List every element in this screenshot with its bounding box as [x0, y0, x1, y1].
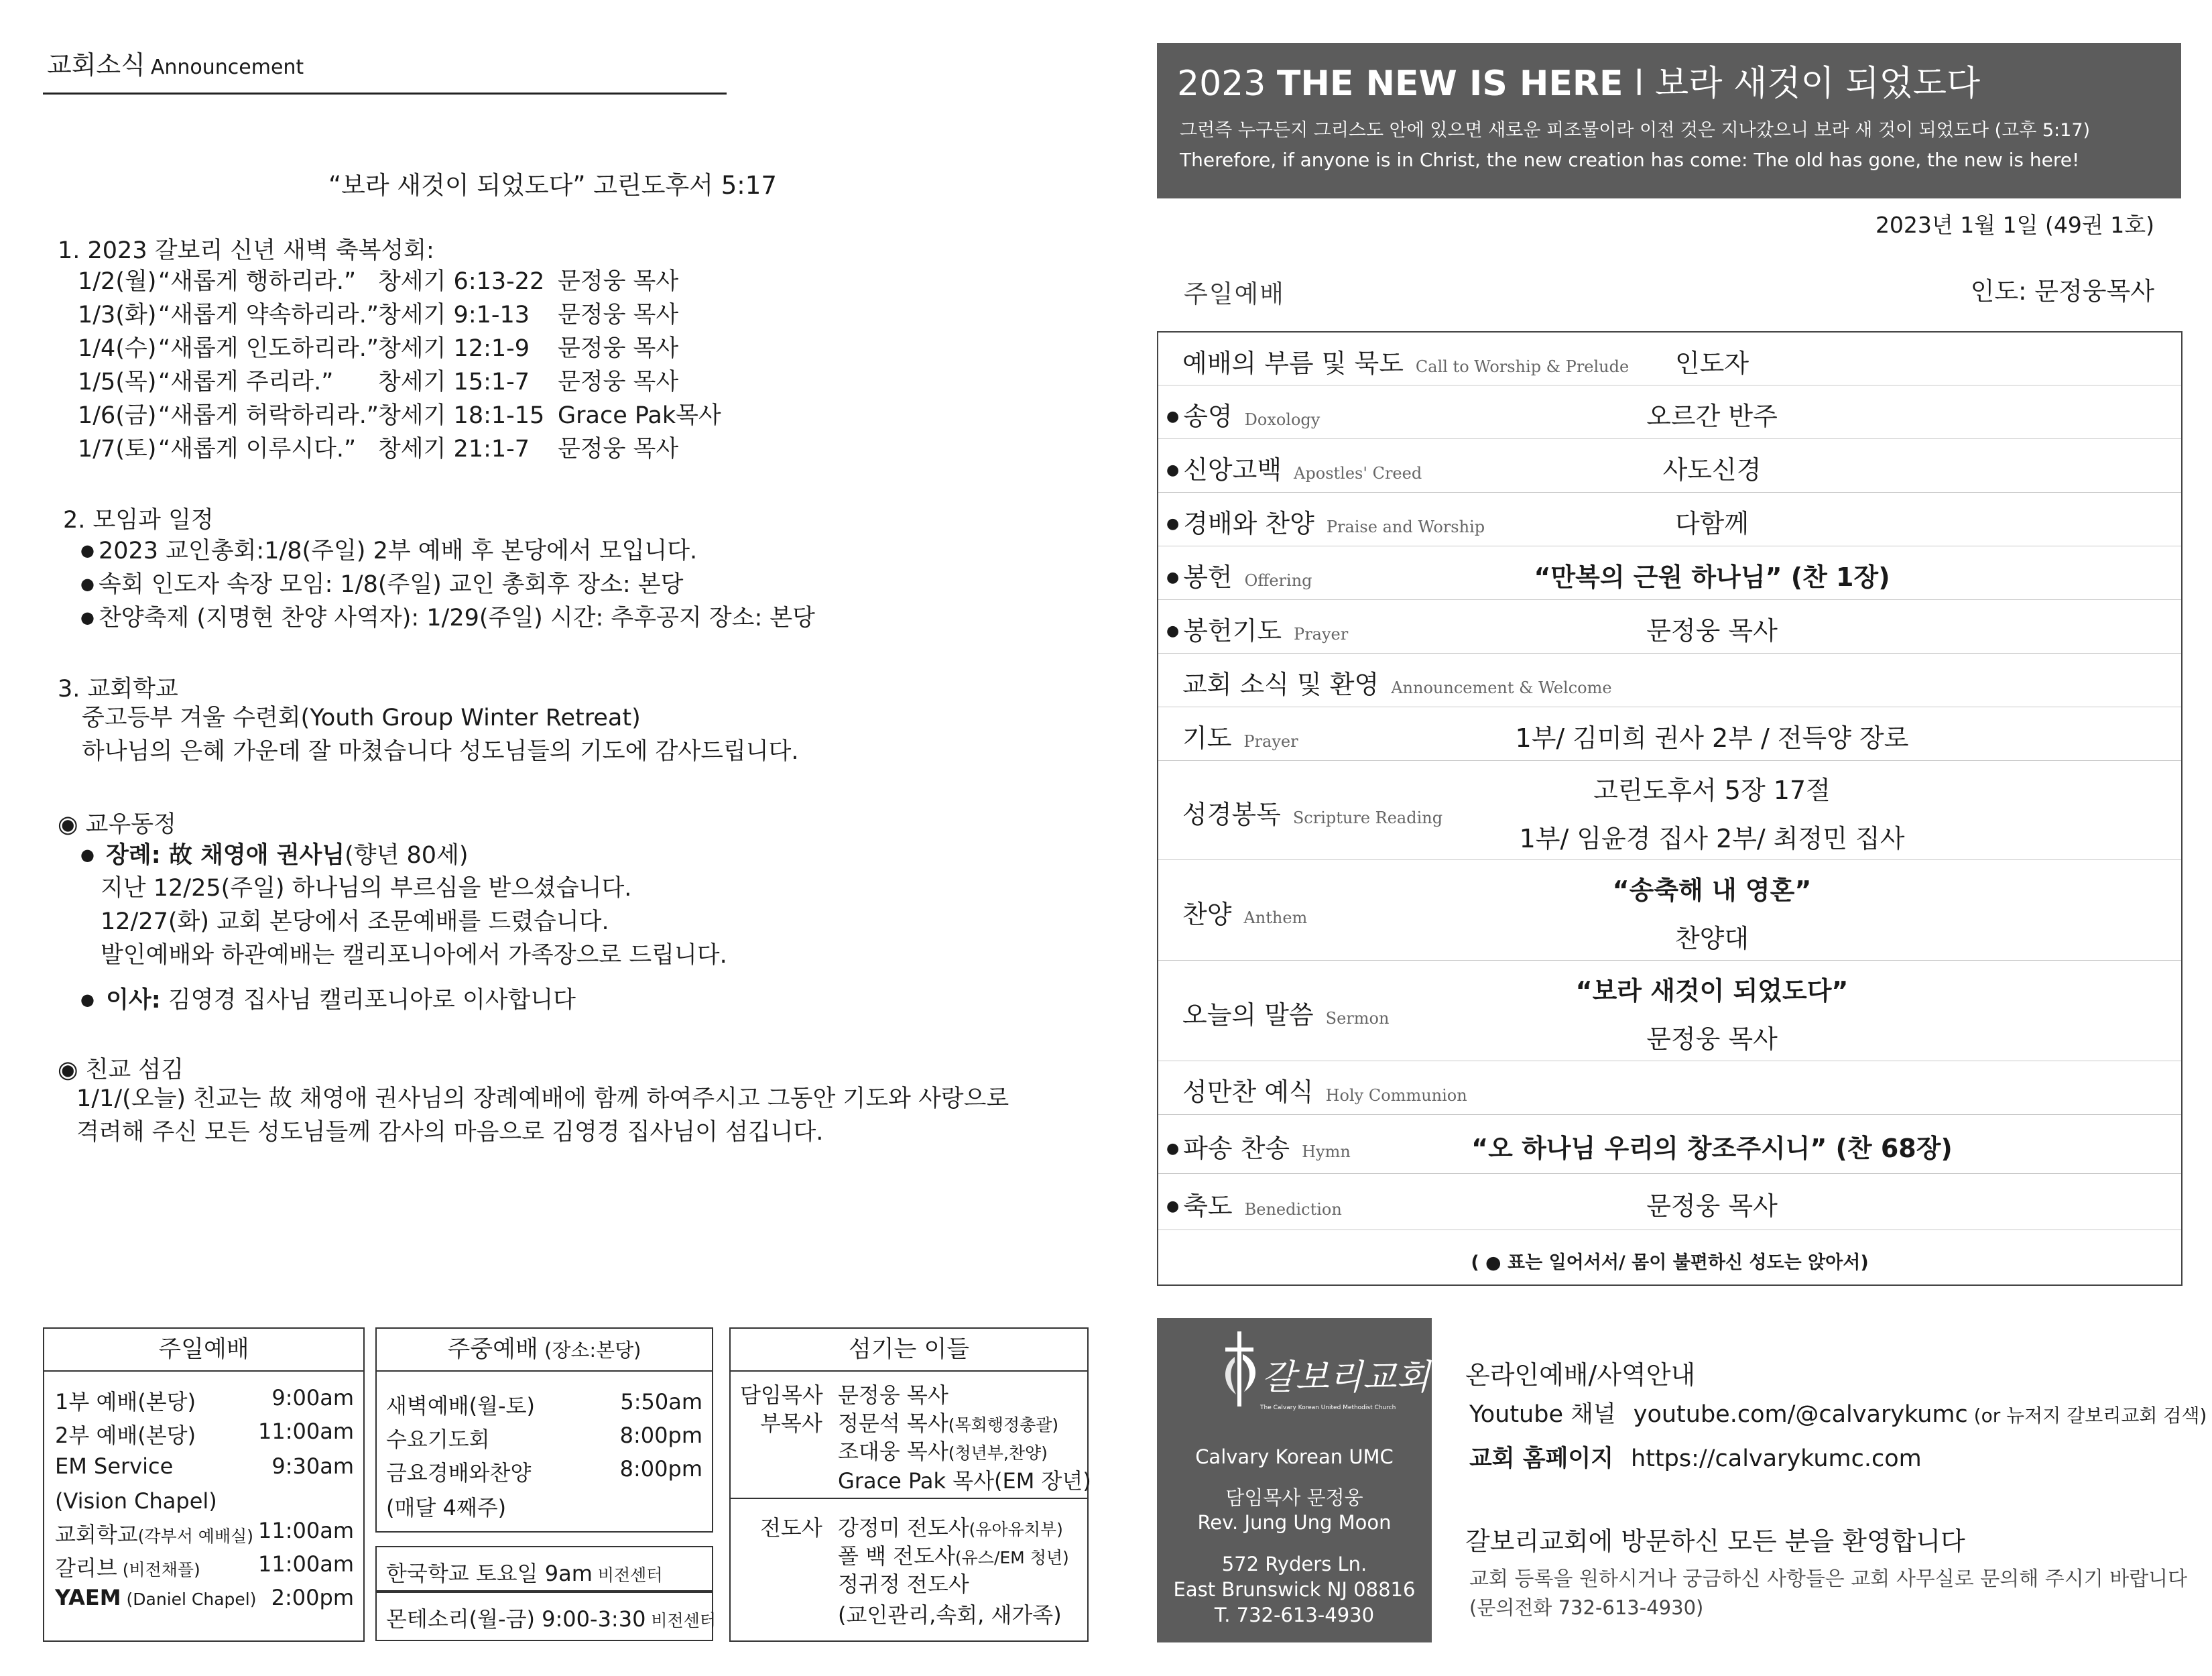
- order-row: [1158, 492, 2181, 546]
- sunday-row-time: 11:00am: [258, 1419, 354, 1444]
- meeting-item: ● 찬양축제 (지명현 찬양 사역자): 1/29(주일) 시간: 추후공지 장소: 본당: [80, 601, 815, 635]
- banner-title: [1177, 55, 1980, 105]
- funeral-line: 지난 12/25(주일) 하나님의 부르심을 받으셨습니다.: [101, 875, 632, 902]
- welcome-title: 갈보리교회에 방문하신 모든 분을 환영합니다: [1465, 1527, 1965, 1556]
- dawn-sermon-title: “새롭게 주리라.”: [158, 369, 334, 396]
- meeting-item: ● 2023 교인총회:1/8(주일) 2부 예배 후 본당에서 모입니다.: [80, 534, 697, 568]
- order-item-en: Holy Communion: [1325, 1086, 1467, 1105]
- sunday-row-note: (Daniel Chapel): [121, 1590, 257, 1609]
- order-item-name: [1182, 894, 1307, 931]
- order-item-name: [1182, 1071, 1467, 1108]
- church-school-title: 3. 교회학교: [58, 676, 178, 703]
- service-leader: 인도: 문정웅목사: [1970, 277, 2154, 306]
- server-name: [838, 1511, 1063, 1542]
- order-item-leader: “송축해 내 영혼”: [1612, 876, 1812, 905]
- welcome-body: 교회 등록을 원하시거나 궁금하신 사항들은 교회 사무실로 문의해 주시기 바랍니다: [1469, 1567, 2188, 1591]
- order-item-leader: “보라 새것이 되었도다”: [1575, 976, 1849, 1006]
- server-main: 강정미 전도사: [838, 1515, 969, 1541]
- dawn-date: 1/7(토): [78, 436, 157, 463]
- dawn-sermon-title: “새롭게 이루시다.”: [158, 436, 357, 463]
- server-name: 문정웅 목사: [838, 1382, 948, 1408]
- dawn-date: 1/2(월): [78, 268, 157, 295]
- church-phone: T. 732-613-4930: [1214, 1604, 1375, 1626]
- order-row: [1158, 960, 2181, 1061]
- server-name: [838, 1464, 1091, 1495]
- banner-theme-ko: 보라 새것이 되었도다: [1655, 64, 1981, 104]
- order-row: [1158, 859, 2181, 961]
- youtube-label: Youtube 채널: [1469, 1401, 1616, 1428]
- server-name: 정귀정 전도사: [838, 1571, 969, 1597]
- montessori-place: 비전센터: [646, 1611, 716, 1630]
- server-main: 정문석 목사: [838, 1411, 948, 1436]
- order-item-ko: 오늘의 말씀: [1182, 1000, 1314, 1030]
- server-name: [838, 1406, 1058, 1437]
- servers-divider: [731, 1498, 1087, 1499]
- order-item-en: Doxology: [1244, 410, 1320, 429]
- sunday-row-time: 9:00am: [271, 1385, 354, 1411]
- funeral-item: [80, 838, 469, 872]
- funeral-line: 발인예배와 하관예배는 캘리포니아에서 가족장으로 드립니다.: [101, 942, 727, 969]
- order-row: [1158, 1061, 2181, 1115]
- role-label: 부목사: [760, 1411, 822, 1436]
- weekday-title-main: 주중예배: [447, 1336, 538, 1363]
- sunday-row-name: 2부 예배(본당): [55, 1423, 196, 1448]
- order-item-leader: 고린도후서 5장 17절: [1593, 776, 1831, 805]
- order-item-ko: 봉헌: [1183, 562, 1233, 592]
- servers-box: [729, 1327, 1089, 1642]
- sunday-row-main: 갈리브: [55, 1555, 117, 1581]
- theme-verse: “보라 새것이 되었도다” 고린도후서 5:17: [328, 171, 777, 200]
- order-row: [1158, 546, 2181, 600]
- dawn-date: 1/6(금): [78, 402, 157, 429]
- weekday-worship-box: [375, 1327, 713, 1533]
- standing-bullet-icon: ●: [1166, 516, 1180, 532]
- funeral-line: 12/27(화) 교회 본당에서 조문예배를 드렸습니다.: [101, 908, 609, 935]
- order-item-ko: 예배의 부름 및 묵도: [1182, 349, 1404, 378]
- order-item-ko: 찬양: [1182, 900, 1232, 929]
- order-row: [1158, 760, 2181, 860]
- weekday-worship-title: [377, 1329, 712, 1372]
- order-item-ko: 신앙고백: [1183, 455, 1282, 485]
- order-item-en: Offering: [1244, 571, 1312, 590]
- order-item-name: [1166, 1185, 1342, 1222]
- fellowship-line: 격려해 주신 모든 성도님들께 감사의 마음으로 김영경 집사님이 섬깁니다.: [76, 1119, 824, 1146]
- contact-phone: (문의전화 732-613-4930): [1469, 1596, 1704, 1619]
- standing-bullet-icon: ●: [1166, 408, 1180, 425]
- order-item-leader: 오르간 반주: [1646, 402, 1778, 431]
- dawn-preacher: 문정웅 목사: [558, 436, 679, 463]
- weekday-row-time: 5:50am: [620, 1389, 702, 1415]
- order-row: [1158, 1114, 2181, 1174]
- sunday-row-time: 9:30am: [271, 1453, 354, 1479]
- montessori-box: [375, 1590, 716, 1641]
- order-item-name: [1166, 610, 1348, 647]
- order-item-en: Benediction: [1244, 1200, 1342, 1219]
- order-item-leader: 찬양대: [1674, 924, 1749, 953]
- server-main: 폴 백 전도사: [838, 1543, 955, 1569]
- order-item-en: Call to Worship & Prelude: [1415, 357, 1630, 376]
- order-item-en: Prayer: [1243, 732, 1298, 751]
- order-item-leader: 문정웅 목사: [1646, 1024, 1778, 1054]
- banner-theme-en: THE NEW IS HERE: [1276, 64, 1623, 104]
- sunday-row-main: 교회학교: [55, 1522, 138, 1547]
- order-item-ko: 교회 소식 및 환영: [1182, 670, 1379, 699]
- dawn-preacher: 문정웅 목사: [558, 335, 679, 362]
- moving-text: 김영경 집사님 캘리포니아로 이사합니다: [160, 987, 576, 1014]
- order-item-en: Prayer: [1294, 625, 1349, 644]
- dawn-sermon-title: “새롭게 허락하리라.”: [158, 402, 379, 429]
- sunday-row-note: (각부서 예배실): [137, 1527, 254, 1546]
- standing-bullet-icon: ●: [1166, 1198, 1180, 1215]
- server-name: [838, 1539, 1069, 1570]
- dawn-date: 1/5(목): [78, 369, 157, 396]
- server-name: [838, 1435, 1048, 1465]
- sunday-row-name: [55, 1518, 253, 1549]
- announcement-title-en: Announcement: [150, 56, 304, 79]
- standing-bullet-icon: ●: [1166, 462, 1180, 479]
- sunday-row-name: 1부 예배(본당): [55, 1389, 196, 1415]
- pastor-ko: 담임목사 문정웅: [1225, 1486, 1363, 1509]
- order-item-name: [1182, 994, 1389, 1031]
- order-item-ko: 축도: [1183, 1191, 1233, 1221]
- sunday-row-time: 2:00pm: [271, 1585, 354, 1610]
- dawn-service-title: 1. 2023 갈보리 신년 새벽 축복성회:: [58, 237, 434, 264]
- order-item-leader: 1부/ 임윤경 집사 2부/ 최정민 집사: [1519, 824, 1905, 853]
- church-info-block: [1157, 1318, 1432, 1642]
- sunday-row-time: 11:00am: [258, 1551, 354, 1577]
- banner-separator: l: [1623, 64, 1656, 104]
- address-line-2: East Brunswick NJ 08816: [1173, 1578, 1416, 1601]
- dawn-preacher: 문정웅 목사: [558, 268, 679, 295]
- server-role: (EM 장년): [994, 1468, 1091, 1494]
- standing-bullet-icon: ●: [1166, 623, 1180, 640]
- logo-wordmark: 갈보리교회: [1262, 1358, 1430, 1398]
- order-item-en: Announcement & Welcome: [1391, 678, 1612, 697]
- order-item-ko: 기도: [1182, 723, 1232, 753]
- youtube-link[interactable]: youtube.com/@calvarykumc: [1633, 1401, 1968, 1428]
- montessori-main: 몬테소리(월-금) 9:00-3:30: [386, 1606, 646, 1632]
- order-of-worship: [1157, 331, 2183, 1286]
- server-role: (유스/EM 청년): [955, 1548, 1069, 1567]
- order-item-en: Scripture Reading: [1292, 809, 1443, 827]
- weekday-row-name: (매달 4째주): [386, 1495, 507, 1520]
- standing-bullet-icon: ●: [1166, 569, 1180, 586]
- homepage-label: 교회 홈페이지: [1469, 1445, 1614, 1472]
- order-item-en: Anthem: [1243, 908, 1308, 927]
- order-item-leader: “만복의 근원 하나님” (찬 1장): [1534, 562, 1890, 592]
- sunday-row-name: [55, 1585, 256, 1610]
- order-item-name: [1166, 556, 1312, 593]
- pastor-en: Rev. Jung Ung Moon: [1197, 1511, 1392, 1534]
- dawn-sermon-title: “새롭게 행하리라.”: [158, 268, 357, 295]
- servers-title: 섬기는 이들: [731, 1329, 1087, 1372]
- server-role: (청년부,찬양): [948, 1443, 1048, 1463]
- order-row: [1158, 653, 2181, 707]
- banner-verse-en: Therefore, if anyone is in Christ, the new creation has come: The old has gone, the new is here!: [1180, 149, 2080, 171]
- dawn-date: 1/3(화): [78, 302, 157, 328]
- theme-banner: [1157, 43, 2181, 198]
- dawn-scripture: 창세기 9:1-13: [378, 302, 530, 328]
- role-label: 담임목사: [740, 1382, 823, 1408]
- dawn-scripture: 창세기 6:13-22: [378, 268, 545, 295]
- sunday-row-time: 11:00am: [258, 1518, 354, 1543]
- funeral-label: 장례: 故 채영애 권사님: [106, 842, 345, 869]
- order-item-leader: 다함께: [1674, 509, 1749, 538]
- moving-label: 이사:: [106, 987, 161, 1014]
- dawn-scripture: 창세기 12:1-9: [378, 335, 530, 362]
- banner-year: 2023: [1177, 64, 1277, 104]
- member-news-title: ◉ 교우동정: [58, 811, 176, 838]
- order-item-en: Praise and Worship: [1326, 518, 1485, 536]
- order-item-ko: 경배와 찬양: [1183, 509, 1314, 538]
- order-item-name: [1182, 717, 1298, 754]
- funeral-age: (향년 80세): [345, 842, 469, 869]
- dawn-sermon-title: “새롭게 인도하리라.”: [158, 335, 379, 362]
- homepage-row: [1469, 1440, 1922, 1474]
- weekday-row-name: 금요경배와찬양: [386, 1460, 532, 1486]
- issue-date: 2023년 1월 1일 (49권 1호): [1875, 212, 2154, 238]
- youtube-note: (or 뉴저지 갈보리교회 검색): [1967, 1404, 2207, 1427]
- order-item-leader: 사도신경: [1662, 455, 1762, 485]
- sunday-worship-title: 주일예배: [44, 1329, 363, 1372]
- order-item-ko: 성만찬 예식: [1182, 1077, 1314, 1107]
- youth-retreat-title: 중고등부 겨울 수련회(Youth Group Winter Retreat): [82, 705, 641, 731]
- order-row: [1158, 599, 2181, 654]
- sunday-row-name: EM Service: [55, 1453, 174, 1479]
- weekday-row-time: 8:00pm: [619, 1456, 702, 1482]
- dawn-sermon-title: “새롭게 약속하리라.”: [158, 302, 379, 328]
- weekday-row-time: 8:00pm: [619, 1423, 702, 1448]
- order-item-en: Sermon: [1325, 1009, 1390, 1028]
- order-item-leader: 문정웅 목사: [1646, 1191, 1778, 1221]
- weekday-row-name: 새벽예배(월-토): [386, 1393, 535, 1419]
- homepage-link[interactable]: https://calvarykumc.com: [1631, 1445, 1922, 1472]
- online-title: 온라인예배/사역안내: [1465, 1360, 1696, 1390]
- korean-school-text: [386, 1557, 662, 1588]
- order-row: [1158, 1173, 2181, 1230]
- dawn-date: 1/4(수): [78, 335, 157, 362]
- server-role: (목회행정총괄): [948, 1415, 1059, 1435]
- banner-verse-ko: 그런즉 누구든지 그리스도 안에 있으면 새로운 피조물이라 이전 것은 지나갔으니 보라 새 것이 되었도다 (고후 5:17): [1180, 120, 2091, 141]
- dawn-scripture: 창세기 18:1-15: [378, 402, 545, 429]
- server-role: (유아유치부): [969, 1520, 1063, 1539]
- moving-item: [80, 983, 576, 1017]
- order-row: [1158, 385, 2181, 439]
- weekday-row-name: 수요기도회: [386, 1427, 490, 1452]
- order-row: [1158, 438, 2181, 493]
- order-row: [1158, 333, 2181, 385]
- dawn-scripture: 창세기 15:1-7: [378, 369, 530, 396]
- sunday-worship-box: [43, 1327, 365, 1642]
- youtube-row: [1469, 1396, 2207, 1429]
- order-item-name: [1166, 1128, 1351, 1164]
- order-row: [1158, 707, 2181, 761]
- order-item-en: Apostles' Creed: [1294, 464, 1422, 483]
- dawn-preacher: Grace Pak목사: [558, 402, 721, 429]
- fellowship-title: ◉ 친교 섬김: [58, 1057, 184, 1083]
- sunday-row-name: (Vision Chapel): [55, 1488, 217, 1514]
- address-line-1: 572 Ryders Ln.: [1221, 1553, 1367, 1575]
- order-item-ko: 송영: [1183, 402, 1233, 431]
- montessori-text: [386, 1602, 716, 1633]
- meetings-title: 2. 모임과 일정: [63, 507, 214, 534]
- announcement-title-ko: 교회소식: [47, 50, 145, 80]
- fellowship-line: 1/1/(오늘) 친교는 故 채영애 권사님의 장례예배에 함께 하여주시고 그동안 기도와 사랑으로: [76, 1085, 1009, 1112]
- header-divider: [43, 93, 727, 95]
- church-logo-icon: [1196, 1327, 1430, 1421]
- role-label: 전도사: [760, 1515, 822, 1541]
- standing-bullet-icon: ●: [1166, 1140, 1180, 1157]
- church-name-en: Calvary Korean UMC: [1195, 1445, 1394, 1468]
- standing-note: ( ● 표는 일어서서/ 몸이 불편하신 성도는 앉아서): [1471, 1252, 1869, 1273]
- korean-school-box: [375, 1546, 713, 1593]
- sunday-row-note: (비전채플): [117, 1560, 200, 1579]
- dawn-scripture: 창세기 21:1-7: [378, 436, 530, 463]
- youth-retreat-body: 하나님의 은혜 가운데 잘 마쳤습니다 성도님들의 기도에 감사드립니다.: [82, 738, 799, 765]
- announcement-header: [47, 44, 304, 81]
- sunday-row-main: YAEM: [55, 1585, 121, 1610]
- order-item-name: [1166, 396, 1320, 432]
- order-item-ko: 봉헌기도: [1183, 616, 1282, 646]
- order-item-ko: 파송 찬송: [1183, 1134, 1290, 1163]
- korean-school-main: 한국학교 토요일 9am: [386, 1561, 593, 1586]
- order-item-en: Hymn: [1302, 1142, 1351, 1161]
- server-role: (교인관리,속회, 새가족): [838, 1602, 1062, 1628]
- order-item-leader: 1부/ 김미희 권사 2부 / 전득양 장로: [1515, 723, 1909, 753]
- order-item-leader: 문정웅 목사: [1646, 616, 1778, 646]
- dawn-preacher: 문정웅 목사: [558, 369, 679, 396]
- korean-school-place: 비전센터: [592, 1565, 663, 1585]
- order-item-name: [1182, 664, 1612, 701]
- server-main: 조대웅 목사: [838, 1439, 948, 1464]
- logo-subtitle: The Calvary Korean United Methodist Church: [1260, 1404, 1396, 1411]
- service-name: 주일예배: [1184, 280, 1285, 308]
- order-item-leader: “오 하나님 우리의 창조주시니” (찬 68장): [1471, 1134, 1953, 1163]
- dawn-preacher: 문정웅 목사: [558, 302, 679, 328]
- weekday-title-note: (장소:본당): [538, 1339, 641, 1362]
- order-item-ko: 성경봉독: [1182, 800, 1281, 829]
- meeting-item: ● 속회 인도자 속장 모임: 1/8(주일) 교인 총회후 장소: 본당: [80, 567, 683, 601]
- order-item-leader: 인도자: [1674, 349, 1749, 378]
- server-main: Grace Pak 목사: [838, 1468, 995, 1494]
- sunday-row-name: [55, 1551, 200, 1582]
